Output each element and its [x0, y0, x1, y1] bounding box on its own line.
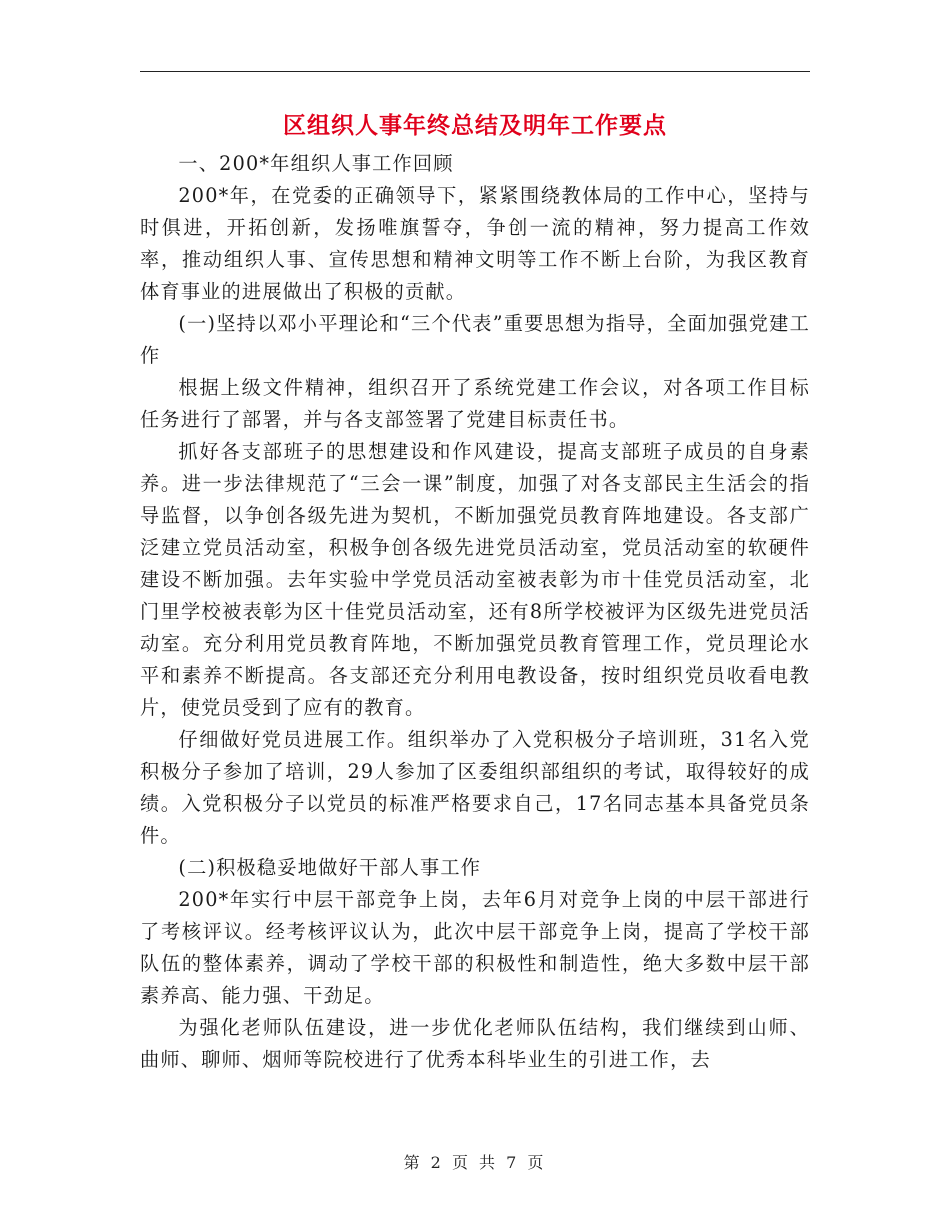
document-body	[140, 148, 810, 1076]
paragraph: 根据上级文件精神，组织召开了系统党建工作会议，对各项工作目标任务进行了部署，并与各支部签署了党建目标责任书。	[140, 376, 810, 431]
header-rule	[140, 71, 810, 72]
paragraph: 为强化老师队伍建设，进一步优化老师队伍结构，我们继续到山师、曲师、聊师、烟师等院校进行了优秀本科毕业生的引进工作，去	[140, 1016, 810, 1071]
paragraph: 200*年，在党委的正确领导下，紧紧围绕教体局的工作中心，坚持与时俱进，开拓创新，发扬唯旗誓夺，争创一流的精神，努力提高工作效率，推动组织人事、宣传思想和精神文明等工作不断上台阶，为我区教育体育事业的进展做出了积极的贡献。	[140, 184, 810, 303]
document-title: 区组织人事年终总结及明年工作要点	[283, 112, 667, 139]
page-footer: 第 2 页 共 7 页	[403, 1153, 547, 1172]
section-heading: 一、200*年组织人事工作回顾	[178, 152, 454, 175]
paragraph: 200*年实行中层干部竞争上岗，去年6月对竞争上岗的中层干部进行了考核评议。经考核评议认为，此次中层干部竞争上岗，提高了学校干部队伍的整体素养，调动了学校干部的积极性和制造性，绝大多数中层干部素养高、能力强、干劲足。	[140, 888, 810, 1007]
paragraph: 抓好各支部班子的思想建设和作风建设，提高支部班子成员的自身素养。进一步法律规范了“三会一课”制度，加强了对各支部民主生活会的指导监督，以争创各级先进为契机，不断加强党员教育阵地建设。各支部广泛建立党员活动室，积极争创各级先进党员活动室，党员活动室的软硬件建设不断加强。去年实验中学党员活动室被表彰为市十佳党员活动室，北门里学校被表彰为区十佳党员活动室，还有8所学校被评为区级先进党员活动室。充分利用党员教育阵地，不断加强党员教育管理工作，党员理论水平和素养不断提高。各支部还充分利用电教设备，按时组织党员收看电教片，使党员受到了应有的教育。	[140, 440, 810, 719]
subsection-heading: (二)积极稳妥地做好干部人事工作	[178, 856, 482, 879]
paragraph: 仔细做好党员进展工作。组织举办了入党积极分子培训班，31名入党积极分子参加了培训，29人参加了区委组织部组织的考试，取得较好的成绩。入党积极分子以党员的标准严格要求自己，17名同志基本具备党员条件。	[140, 728, 810, 847]
subsection-heading: (一)坚持以邓小平理论和“三个代表”重要思想为指导，全面加强党建工作	[140, 312, 810, 367]
